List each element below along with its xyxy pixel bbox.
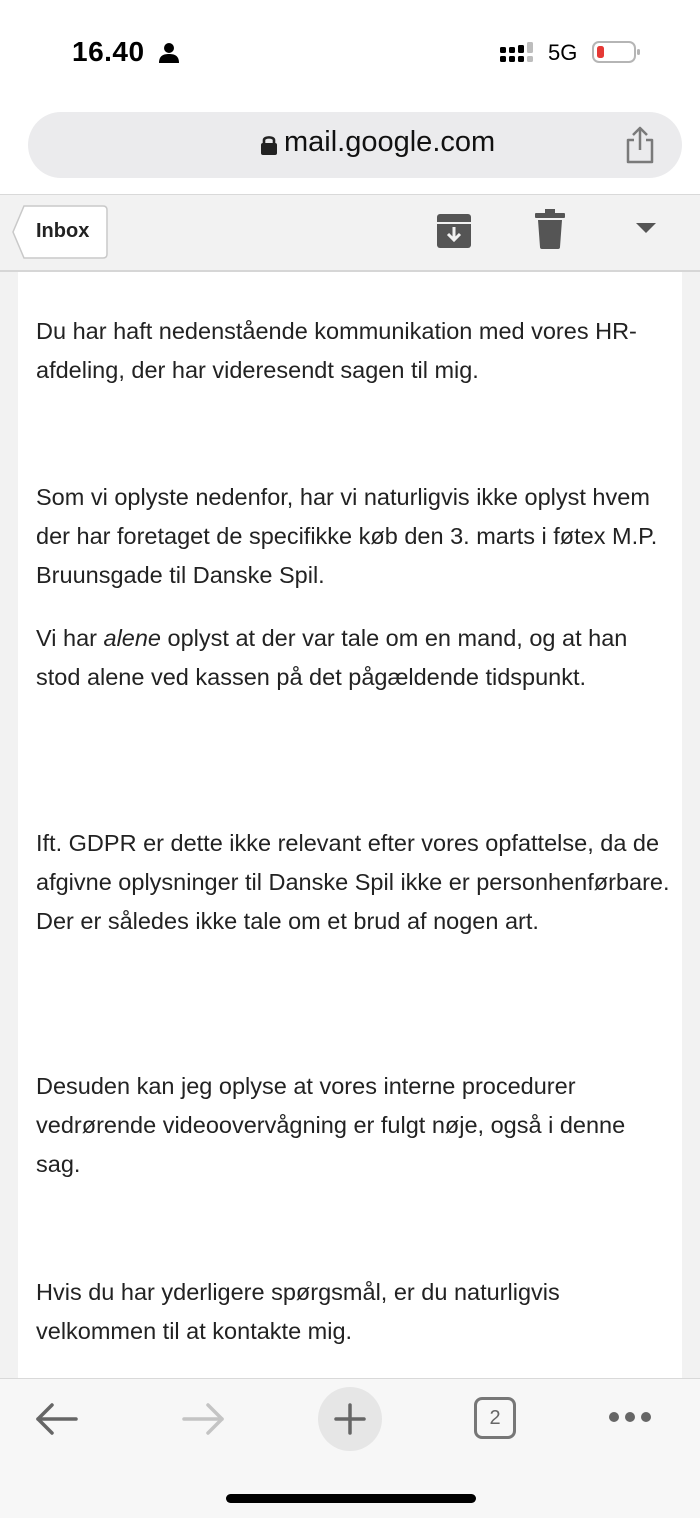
signal-icon xyxy=(500,42,538,66)
text-segment: oplyst at der var tale om en mand, og at han stod alene ved kassen på det pågældende tidspunkt. xyxy=(36,625,628,690)
url-text: mail.google.com xyxy=(284,126,496,158)
network-type: 5G xyxy=(548,40,578,65)
lock-icon xyxy=(260,134,278,156)
gmail-toolbar xyxy=(0,194,700,272)
back-arrow-icon[interactable] xyxy=(34,1401,78,1437)
new-tab-plus-icon[interactable] xyxy=(318,1387,382,1451)
address-bar[interactable] xyxy=(28,112,682,178)
status-time: 16.40 xyxy=(72,36,145,67)
tabs-icon[interactable] xyxy=(474,1397,516,1439)
forward-arrow-icon[interactable] xyxy=(182,1401,226,1437)
email-paragraph: Du har haft nedenstående kommunikation med vores HR-afdeling, der har videresendt sagen til mig. xyxy=(36,318,637,383)
home-indicator[interactable] xyxy=(226,1494,476,1503)
more-dots-icon[interactable] xyxy=(608,1411,652,1423)
status-bar xyxy=(0,0,700,100)
tab-count: 2 xyxy=(474,1397,516,1439)
email-paragraph: Ift. GDPR er dette ikke relevant efter vores opfattelse, da de afgivne oplysninger til Danske Spil ikke er personhenførbare. Der er således ikke tale om et brud af nogen art. xyxy=(36,830,670,934)
archive-icon[interactable] xyxy=(436,213,472,249)
email-paragraph: Som vi oplyste nedenfor, har vi naturligvis ikke oplyst hvem der har foretaget de specifikke køb den 3. marts i føtex M.P. Bruunsgade til Danske Spil. xyxy=(36,484,658,588)
email-body xyxy=(18,272,682,1378)
text-segment: Vi har xyxy=(36,625,104,651)
email-paragraph: Hvis du har yderligere spørgsmål, er du naturligvis velkommen til at kontakte mig. xyxy=(36,1279,560,1344)
person-icon xyxy=(158,42,180,64)
share-icon[interactable] xyxy=(624,126,656,164)
more-dropdown-icon[interactable] xyxy=(634,221,658,235)
email-paragraph xyxy=(36,619,676,697)
inbox-label: Inbox xyxy=(36,220,90,242)
trash-icon[interactable] xyxy=(535,209,565,249)
email-paragraph: Desuden kan jeg oplyse at vores interne procedurer vedrørende videoovervågning er fulgt nøje, også i denne sag. xyxy=(36,1073,626,1177)
italic-text: alene xyxy=(103,625,161,651)
battery-low-icon xyxy=(592,40,642,64)
inbox-back-button[interactable] xyxy=(12,205,108,259)
